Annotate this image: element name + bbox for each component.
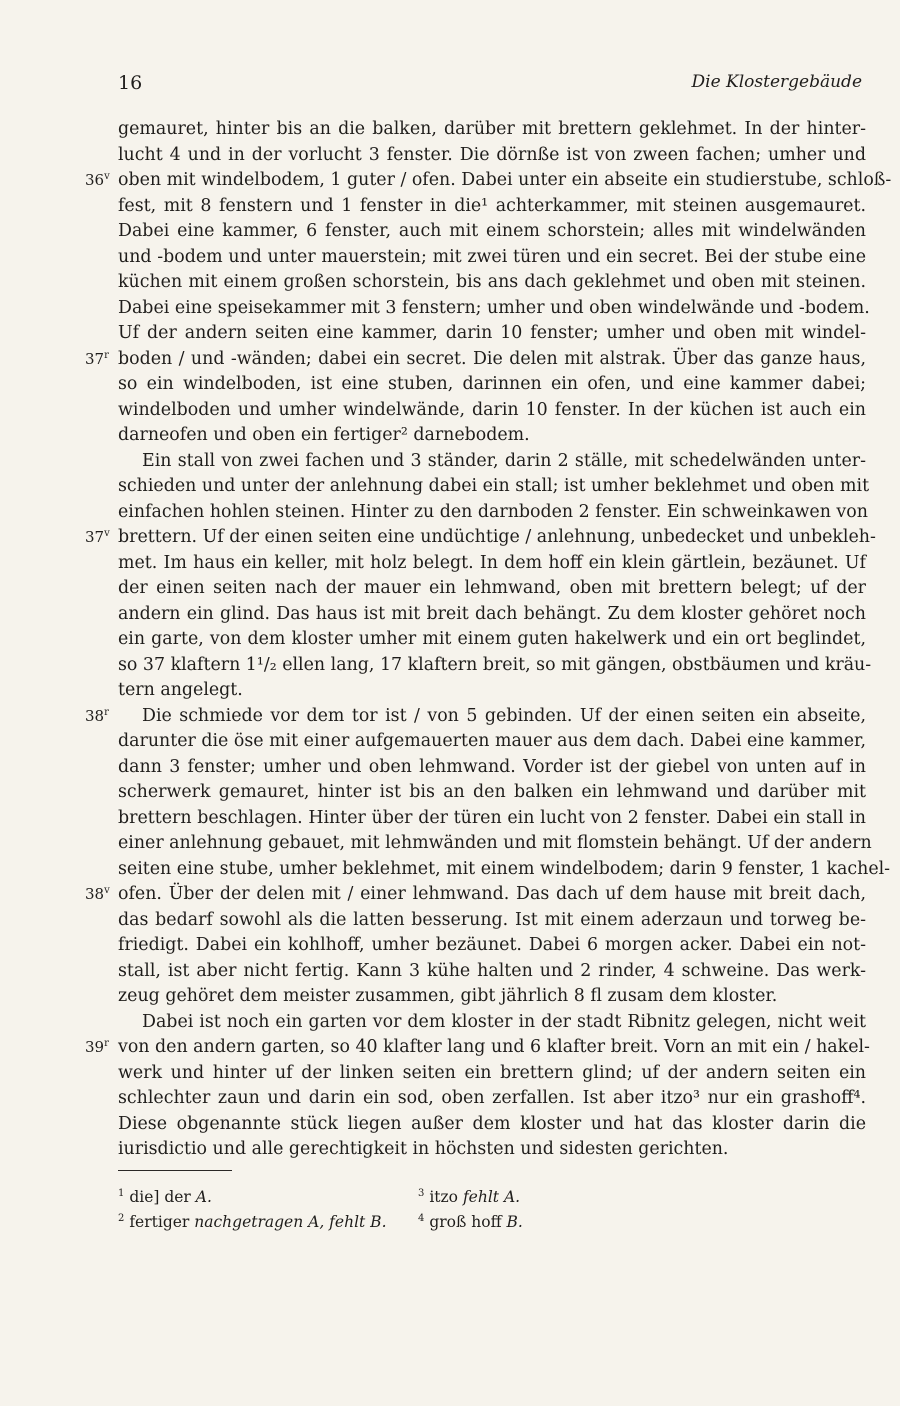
folio-ref-36v: 36$^v$ bbox=[85, 171, 110, 189]
text-line: küchen mit einem großen schorstein, bis ans dach geklehmet und oben mit steinen. bbox=[118, 272, 866, 292]
text-line: und -bodem und unter mauerstein; mit zwei türen und ein secret. Bei der stube eine bbox=[118, 246, 866, 267]
footnote-divider bbox=[118, 1170, 232, 1171]
text-line: dann 3 fenster; umher und oben lehmwand. Vorder ist der giebel von unten auf in bbox=[118, 756, 866, 777]
paragraph-first-line: Dabei ist noch ein garten vor dem kloster in der stadt Ribnitz gelegen, nicht weit bbox=[142, 1011, 866, 1032]
text-line: fest, mit 8 fenstern und 1 fenster in die¹ achterkammer, mit steinen ausgemauret. bbox=[118, 195, 866, 216]
running-title: Die Klostergebäude bbox=[691, 72, 862, 92]
text-line: so ein windelboden, ist eine stuben, darinnen ein ofen, und eine kammer dabei; bbox=[118, 374, 866, 394]
text-line: darneofen und oben ein fertiger² darnebodem. bbox=[118, 425, 530, 445]
text-line: oben mit windelbodem, 1 guter / ofen. Dabei unter ein abseite ein studierstube, schloß- bbox=[118, 170, 892, 190]
text-line: der einen seiten nach der mauer ein lehmwand, oben mit brettern belegt; uf der bbox=[118, 578, 866, 598]
page-number: 16 bbox=[118, 72, 143, 94]
text-line: Dabei eine speisekammer mit 3 fenstern; umher und oben windelwände und -bodem. bbox=[118, 297, 870, 318]
text-line: andern ein glind. Das haus ist mit breit dach behängt. Zu dem kloster gehöret noch bbox=[118, 603, 866, 624]
folio-ref-37v: 37$^v$ bbox=[85, 528, 110, 546]
text-line: schlechter zaun und darin ein sod, oben zerfallen. Ist aber itzo³ nur ein grashoff⁴. bbox=[118, 1088, 866, 1108]
text-line: boden / und -wänden; dabei ein secret. Die delen mit alstrak. Über das ganze haus, bbox=[118, 348, 866, 369]
text-line: werk und hinter uf der linken seiten ein brettern glind; uf der andern seiten ein bbox=[118, 1062, 866, 1083]
text-line: Uf der andern seiten eine kammer, darin 10 fenster; umher und oben mit windel- bbox=[118, 323, 866, 343]
text-line: brettern beschlagen. Hinter über der türen ein lucht von 2 fenster. Dabei ein stall in bbox=[118, 807, 866, 828]
text-line: so 37 klaftern 1¹/₂ ellen lang, 17 klaftern breit, so mit gängen, obstbäumen und kräu- bbox=[118, 654, 872, 675]
text-line: scherwerk gemauret, hinter ist bis an den balken ein lehmwand und darüber mit bbox=[118, 782, 866, 802]
text-line: einer anlehnung gebauet, mit lehmwänden und mit flomstein behängt. Uf der andern bbox=[118, 833, 872, 853]
footnote-2: $^2$ fertiger nachgetragen A, fehlt B. bbox=[118, 1212, 387, 1231]
folio-ref-38v: 38$^v$ bbox=[85, 885, 110, 903]
text-line: seiten eine stube, umher beklehmet, mit einem windelbodem; darin 9 fenster, 1 kachel- bbox=[118, 858, 891, 879]
text-line: windelboden und umher windelwände, darin 10 fenster. In der küchen ist auch ein bbox=[118, 399, 866, 420]
text-line: von den andern garten, so 40 klafter lang und 6 klafter breit. Vorn an mit ein / hakel- bbox=[118, 1037, 870, 1057]
main-text bbox=[118, 117, 892, 1163]
text-line: tern angelegt. bbox=[118, 680, 243, 700]
footnote-3: $^3$ itzo fehlt A. bbox=[418, 1187, 521, 1206]
footnote-1: $^1$ die] der A. bbox=[118, 1187, 212, 1206]
text-line: ein garte, von dem kloster umher mit einem guten hakelwerk und ein ort beglindet, bbox=[118, 629, 866, 649]
text-line: Diese obgenannte stück liegen außer dem kloster und hat das kloster darin die bbox=[118, 1113, 866, 1134]
folio-ref-37r: 37$^r$ bbox=[85, 349, 109, 368]
text-line: schieden und unter der anlehnung dabei ein stall; ist umher beklehmet und oben mit bbox=[118, 476, 870, 496]
folio-ref-38r: 38$^r$ bbox=[85, 706, 109, 725]
text-line: einfachen hohlen steinen. Hinter zu den darnboden 2 fenster. Ein schweinkawen von bbox=[118, 501, 868, 522]
text-line: stall, ist aber nicht fertig. Kann 3 kühe halten und 2 rinder, 4 schweine. Das werk- bbox=[118, 960, 866, 981]
text-line: darunter die öse mit einer aufgemauerten mauer aus dem dach. Dabei eine kammer, bbox=[118, 731, 866, 751]
paragraph-first-line: Die schmiede vor dem tor ist / von 5 gebinden. Uf der einen seiten ein abseite, bbox=[142, 705, 866, 726]
text-line: zeug gehöret dem meister zusammen, gibt jährlich 8 fl zusam dem kloster. bbox=[118, 986, 778, 1006]
paragraph-first-line: Ein stall von zwei fachen und 3 ständer, darin 2 ställe, mit schedelwänden unter- bbox=[142, 450, 866, 471]
footnote-4: $^4$ groß hoff B. bbox=[418, 1212, 523, 1231]
text-line: gemauret, hinter bis an die balken, darüber mit brettern geklehmet. In der hinter- bbox=[118, 119, 866, 139]
text-line: das bedarf sowohl als die latten besserung. Ist mit einem aderzaun und torweg be- bbox=[118, 909, 866, 930]
text-line: met. Im haus ein keller, mit holz belegt. In dem hoff ein klein gärtlein, bezäunet. Uf bbox=[118, 552, 866, 573]
text-line: lucht 4 und in der vorlucht 3 fenster. Die dörnße ist von zween fachen; umher und bbox=[118, 144, 866, 165]
page-header bbox=[118, 72, 862, 98]
folio-ref-39r: 39$^r$ bbox=[85, 1038, 109, 1056]
text-line: brettern. Uf der einen seiten eine undüchtige / anlehnung, unbedecket und unbekleh- bbox=[118, 527, 876, 547]
text-line: friedigt. Dabei ein kohlhoff, umher bezäunet. Dabei 6 morgen acker. Dabei ein not- bbox=[118, 935, 866, 955]
text-line: ofen. Über der delen mit / einer lehmwand. Das dach uf dem hause mit breit dach, bbox=[118, 884, 866, 904]
text-line: iurisdictio und alle gerechtigkeit in höchsten und sidesten gerichten. bbox=[118, 1139, 729, 1159]
text-line: Dabei eine kammer, 6 fenster, auch mit einem schorstein; alles mit windelwänden bbox=[118, 221, 866, 241]
